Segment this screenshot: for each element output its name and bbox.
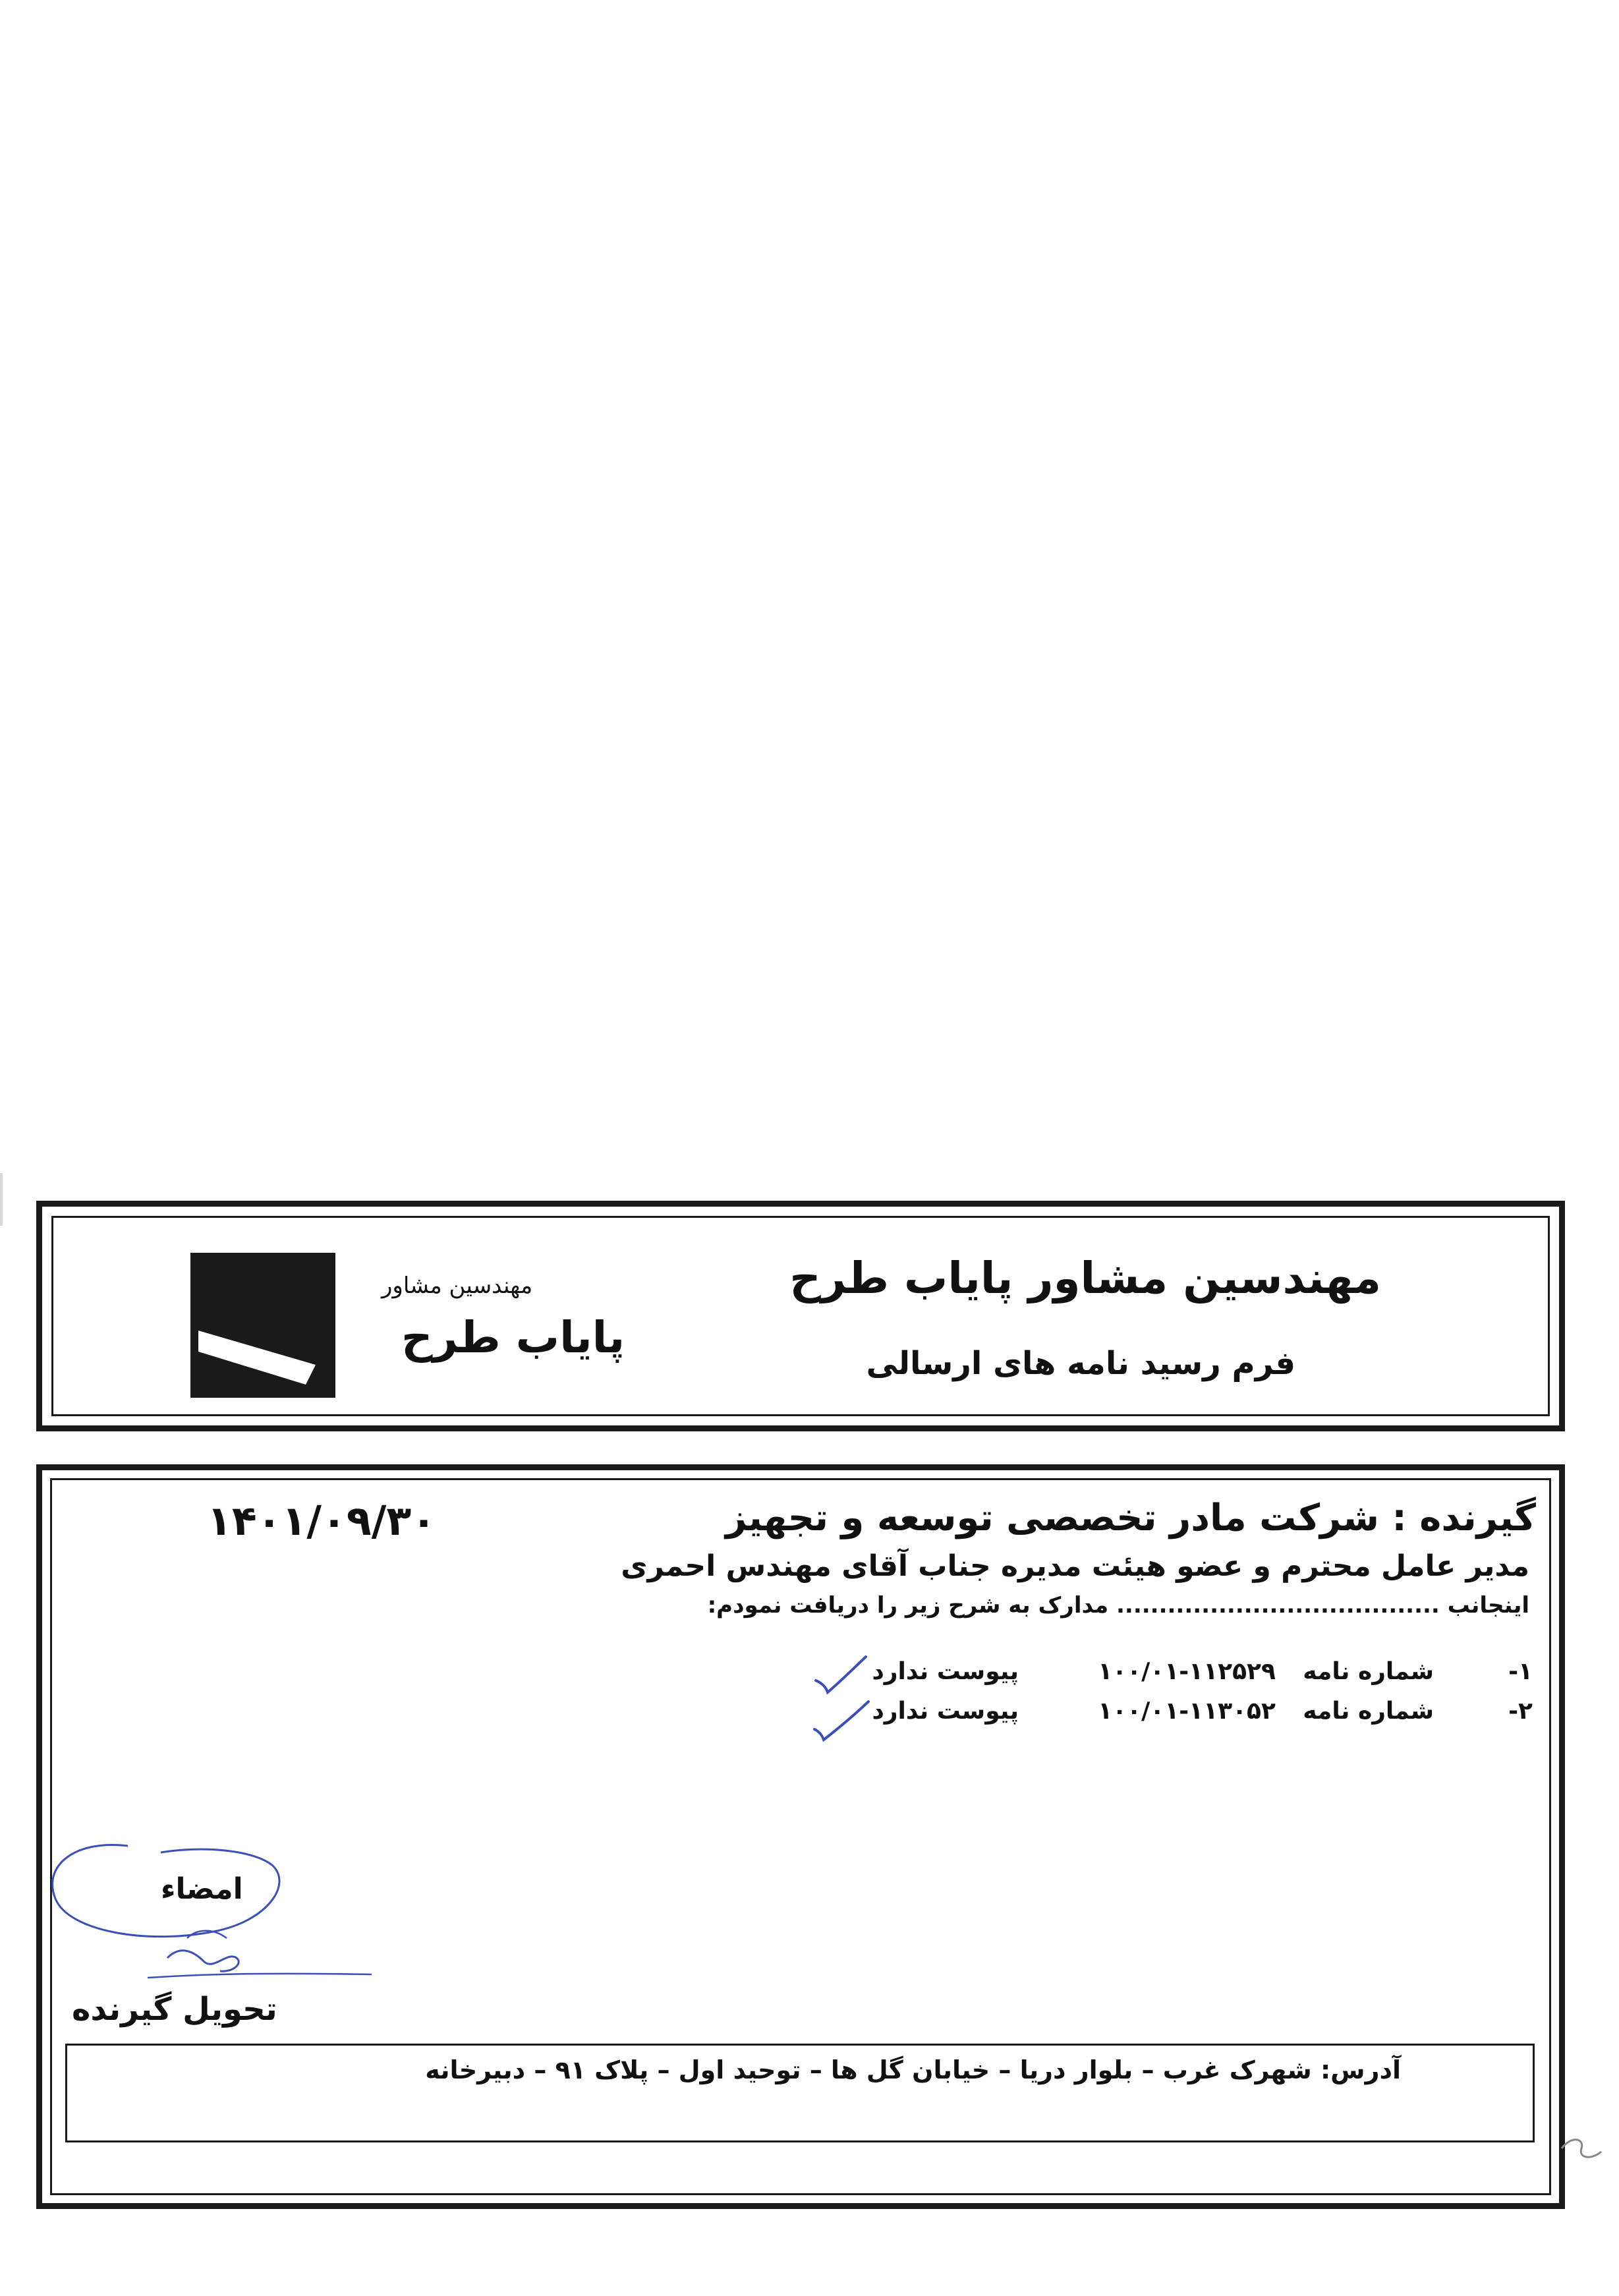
addressee-line: مدیر عامل محترم و عضو هیئت مدیره جناب آقای مهندس احمری (621, 1549, 1529, 1583)
form-title: فرم رسید نامه های ارسالی (866, 1345, 1295, 1382)
attachment-status: پیوست ندارد (872, 1698, 1019, 1725)
handwritten-check-icon (808, 1698, 874, 1744)
company-logo (190, 1253, 625, 1398)
letter-row (610, 1698, 1533, 1737)
letter-index: ۲- (1508, 1698, 1533, 1725)
letter-number: ۱۰۰/۰۱-۱۱۳۰۵۲ (1098, 1698, 1276, 1725)
attachment-status: پیوست ندارد (872, 1658, 1019, 1685)
receiver-label: تحویل گیرنده (72, 1991, 277, 2028)
handwritten-signature (16, 1820, 385, 2017)
receipt-box (36, 1464, 1565, 2209)
scan-edge-mark (0, 1173, 3, 1226)
address-line: آدرس: شهرک غرب – بلوار دریا – خیابان گل ها – توحید اول – پلاک ۹۱ – دبیرخانه (425, 2055, 1401, 2084)
receipt-statement: اینجانب ...................................... مدارک به شرح زیر را دریافت نمودم: (707, 1592, 1529, 1619)
letter-number: ۱۰۰/۰۱-۱۱۲۵۲۹ (1098, 1658, 1276, 1685)
letter-row (610, 1658, 1533, 1698)
signature-label: امضاء (161, 1872, 243, 1906)
letter-index: ۱- (1508, 1658, 1533, 1685)
header-box (36, 1201, 1565, 1431)
logo-small-text: مهندسین مشاور (382, 1273, 533, 1299)
letter-number-label: شماره نامه (1303, 1698, 1434, 1725)
slash-square-logo-icon (190, 1253, 335, 1398)
handwritten-check-icon (808, 1651, 874, 1698)
logo-large-text: پایاب طرح (401, 1312, 625, 1363)
receipt-date: ۱۴۰۱/۰۹/۳۰ (207, 1497, 437, 1545)
company-title: مهندسین مشاور پایاب طرح (789, 1253, 1381, 1304)
margin-scribble (1555, 2129, 1608, 2168)
recipient-line: گیرنده : شرکت مادر تخصصی توسعه و تجهیز (725, 1497, 1536, 1539)
letter-number-label: شماره نامه (1303, 1658, 1434, 1685)
address-box (65, 2044, 1535, 2142)
